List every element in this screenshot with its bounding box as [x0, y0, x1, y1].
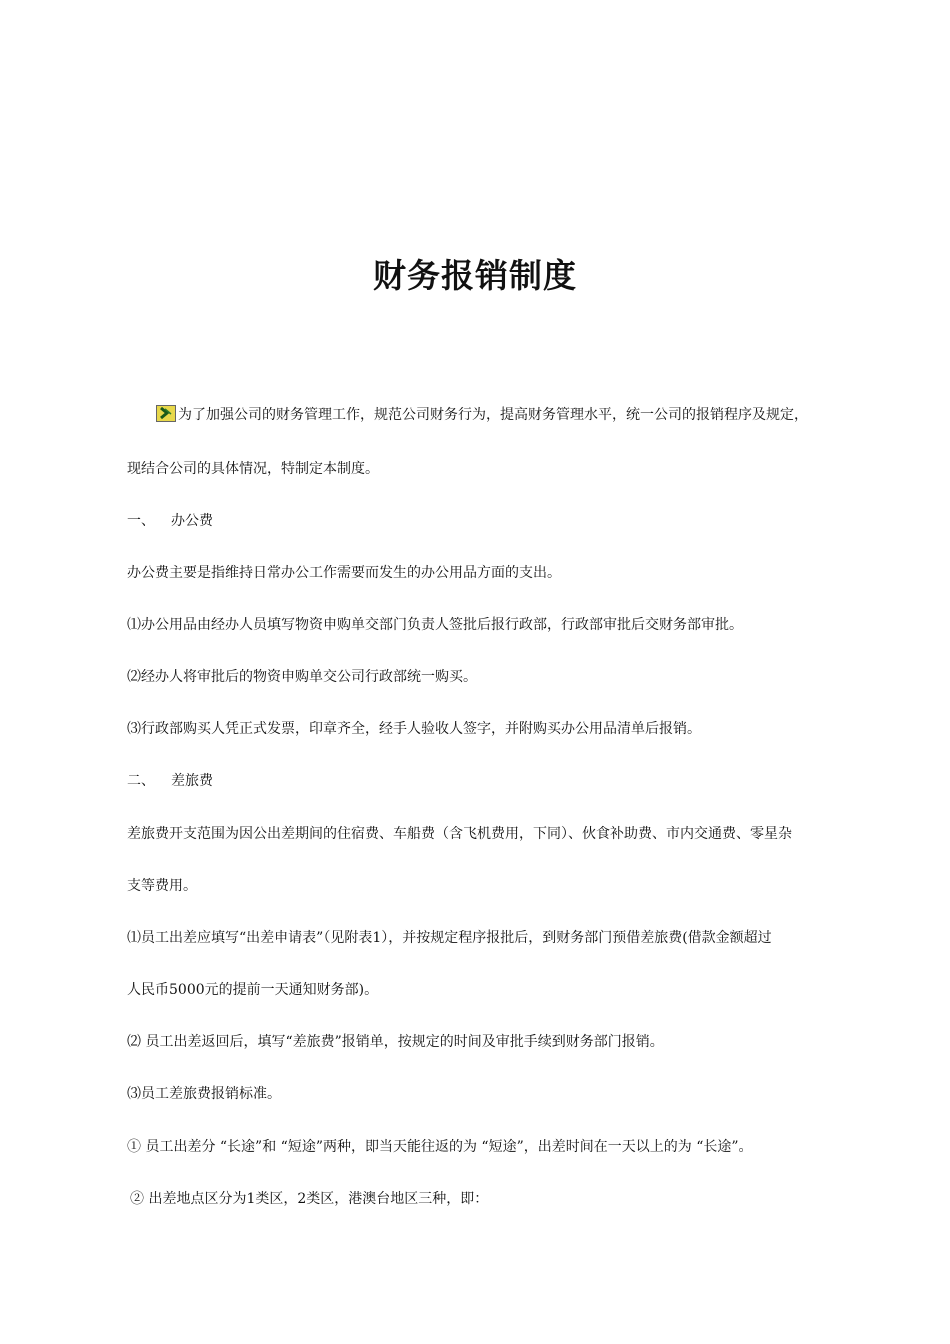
section-2-item-1-line-2: 人民币5000元的提前一天通知财务部)。: [127, 982, 379, 998]
section-1-item-2: ⑵经办人将审批后的物资申购单交公司行政部统一购买。: [127, 669, 477, 685]
intro-paragraph-line-1: [156, 405, 808, 425]
section-1-item-1: ⑴办公用品由经办人员填写物资申购单交部门负责人签批后报行政部，行政部审批后交财务部审批。: [127, 617, 743, 633]
section-1-item-3: ⑶行政部购买人凭正式发票，印章齐全，经手人验收人签字，并附购买办公用品清单后报销。: [127, 721, 701, 737]
section-1-description: 办公费主要是指维持日常办公工作需要而发生的办公用品方面的支出。: [127, 565, 561, 581]
section-2-title: 差旅费: [171, 773, 213, 789]
pen-icon: [156, 405, 176, 422]
document-title: 财务报销制度: [373, 256, 577, 295]
section-1-title: 办公费: [171, 513, 213, 529]
section-2-item-1-line-1: ⑴员工出差应填写“出差申请表”（见附表1），并按规定程序报批后，到财务部门预借差旅费(借款金额超过: [127, 930, 772, 946]
section-2-item-2: ⑵ 员工出差返回后，填写“差旅费”报销单，按规定的时间及审批手续到财务部门报销。: [127, 1034, 664, 1050]
section-1-number: 一、: [127, 513, 155, 529]
section-2-subitem-1: ① 员工出差分 “长途”和 “短途”两种，即当天能往返的为 “短途”，出差时间在一天以上的为 “长途”。: [127, 1139, 753, 1155]
section-2-description-line-2: 支等费用。: [127, 878, 197, 894]
section-2-number: 二、: [127, 773, 155, 789]
section-2-heading: [127, 771, 213, 791]
intro-paragraph-line-2: 现结合公司的具体情况，特制定本制度。: [127, 461, 379, 477]
section-2-item-3: ⑶员工差旅费报销标准。: [127, 1086, 281, 1102]
section-2-subitem-2: ② 出差地点区分为1类区，2类区，港澳台地区三种，即：: [130, 1191, 489, 1207]
intro-text-1: 为了加强公司的财务管理工作，规范公司财务行为，提高财务管理水平，统一公司的报销程序及规定，: [178, 407, 808, 423]
section-2-description-line-1: 差旅费开支范围为因公出差期间的住宿费、车船费（含飞机费用，下同）、伙食补助费、市内交通费、零星杂: [127, 826, 792, 842]
section-1-heading: [127, 511, 213, 531]
